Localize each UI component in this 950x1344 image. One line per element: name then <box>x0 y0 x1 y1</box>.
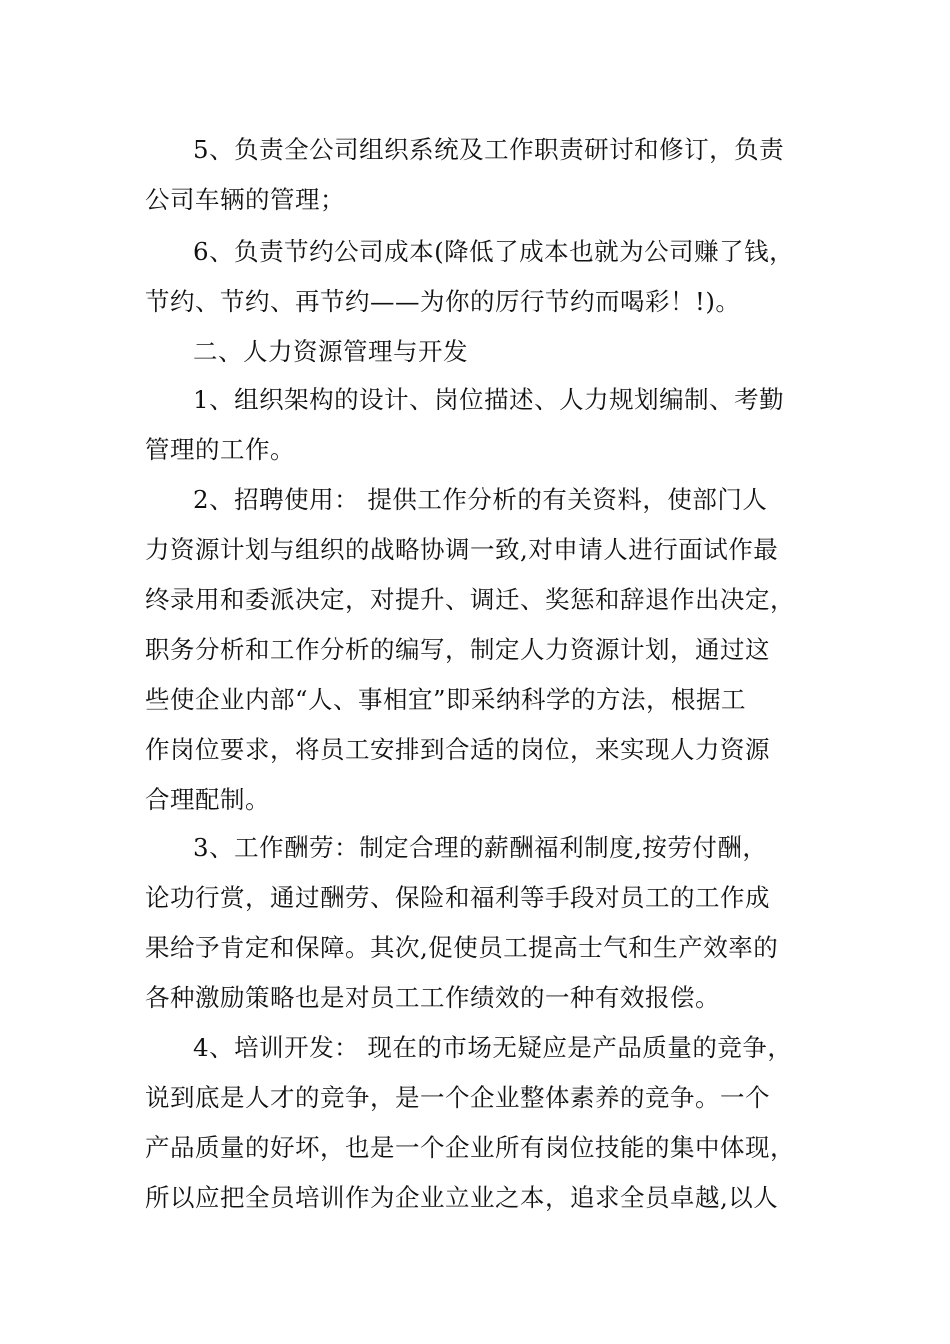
paragraph-line: 论功行赏，通过酬劳、保险和福利等手段对员工的工作成 <box>145 883 770 912</box>
paragraph-line: 些使企业内部“人、事相宜”即采纳科学的方法，根据工 <box>145 685 747 714</box>
paragraph-line: 管理的工作。 <box>145 435 295 464</box>
paragraph-line: 产品质量的好坏，也是一个企业所有岗位技能的集中体现， <box>145 1133 795 1162</box>
paragraph-line: 5、负责全公司组织系统及工作职责研讨和修订，负责 <box>193 135 785 164</box>
paragraph-line: 3、工作酬劳：制定合理的薪酬福利制度,按劳付酬， <box>193 833 768 862</box>
paragraph-line: 职务分析和工作分析的编写，制定人力资源计划，通过这 <box>145 635 770 664</box>
paragraph-line: 力资源计划与组织的战略协调一致,对申请人进行面试作最 <box>145 535 779 564</box>
paragraph-line: 果给予肯定和保障。其次,促使员工提高士气和生产效率的 <box>145 933 779 962</box>
paragraph-line: 合理配制。 <box>145 785 270 814</box>
paragraph-line: 所以应把全员培训作为企业立业之本，追求全员卓越,以人 <box>145 1183 779 1212</box>
paragraph-line: 终录用和委派决定，对提升、调迁、奖惩和辞退作出决定， <box>145 585 795 614</box>
section-heading: 二、人力资源管理与开发 <box>193 337 468 366</box>
paragraph-line: 公司车辆的管理； <box>145 185 345 214</box>
paragraph-line: 说到底是人才的竞争，是一个企业整体素养的竞争。一个 <box>145 1083 770 1112</box>
paragraph-line: 作岗位要求，将员工安排到合适的岗位，来实现人力资源 <box>145 735 770 764</box>
paragraph-line: 6、负责节约公司成本(降低了成本也就为公司赚了钱， <box>193 237 795 266</box>
paragraph-line: 节约、节约、再节约——为你的厉行节约而喝彩！!)。 <box>145 287 741 316</box>
paragraph-line: 4、培训开发： 现在的市场无疑应是产品质量的竞争， <box>193 1033 793 1062</box>
paragraph-line: 2、招聘使用： 提供工作分析的有关资料，使部门人 <box>193 485 768 514</box>
paragraph-line: 各种激励策略也是对员工工作绩效的一种有效报偿。 <box>145 983 720 1012</box>
paragraph-line: 1、组织架构的设计、岗位描述、人力规划编制、考勤 <box>193 385 785 414</box>
